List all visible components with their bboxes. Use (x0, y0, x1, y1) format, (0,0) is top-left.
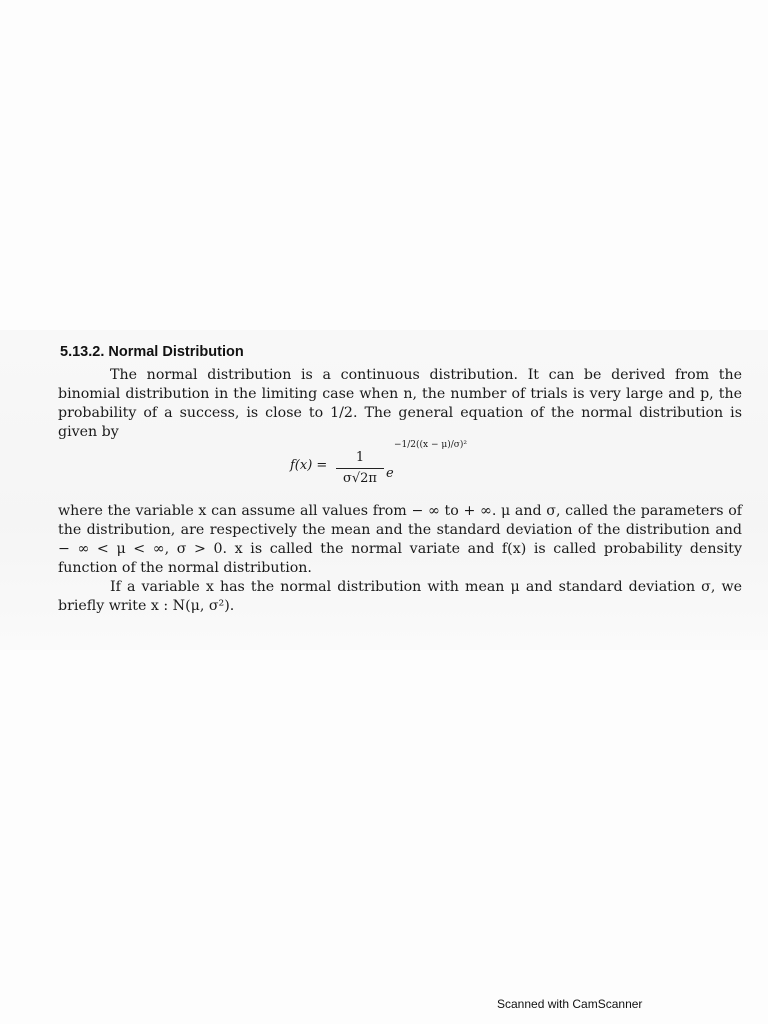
normal-pdf-formula (58, 440, 742, 502)
section-heading: 5.13.2. Normal Distribution (60, 344, 244, 360)
formula-fraction (336, 444, 384, 486)
formula-lhs: f(x) = (290, 458, 328, 473)
camscanner-watermark: Scanned with CamScanner (497, 997, 643, 1011)
fraction-bar (336, 468, 384, 469)
formula-numerator: 1 (355, 450, 365, 465)
notation-paragraph: If a variable x has the normal distribution with mean μ and standard deviation σ, we briefly write x : N(μ, σ²). (58, 579, 742, 614)
intro-paragraph: The normal distribution is a continuous distribution. It can be derived from the binomial distribution in the limiting case when n, the number of trials is very large and p, the probability of a success, is close to 1/2. The general equation of the normal distribution is given by (58, 367, 742, 440)
parameters-paragraph: where the variable x can assume all values from − ∞ to + ∞. μ and σ, called the parameters of the distribution, are respectively the mean and the standard deviation of the distribution and − ∞ < μ < ∞, σ > 0. x is called the normal variate and f(x) is called probability density function of the normal distribution. (58, 503, 742, 576)
formula-exponent: −1/2((x − μ)/σ)² (394, 440, 468, 450)
formula-base: e (386, 466, 394, 481)
section-content (58, 344, 742, 616)
formula-denominator: σ√2π (343, 471, 377, 486)
